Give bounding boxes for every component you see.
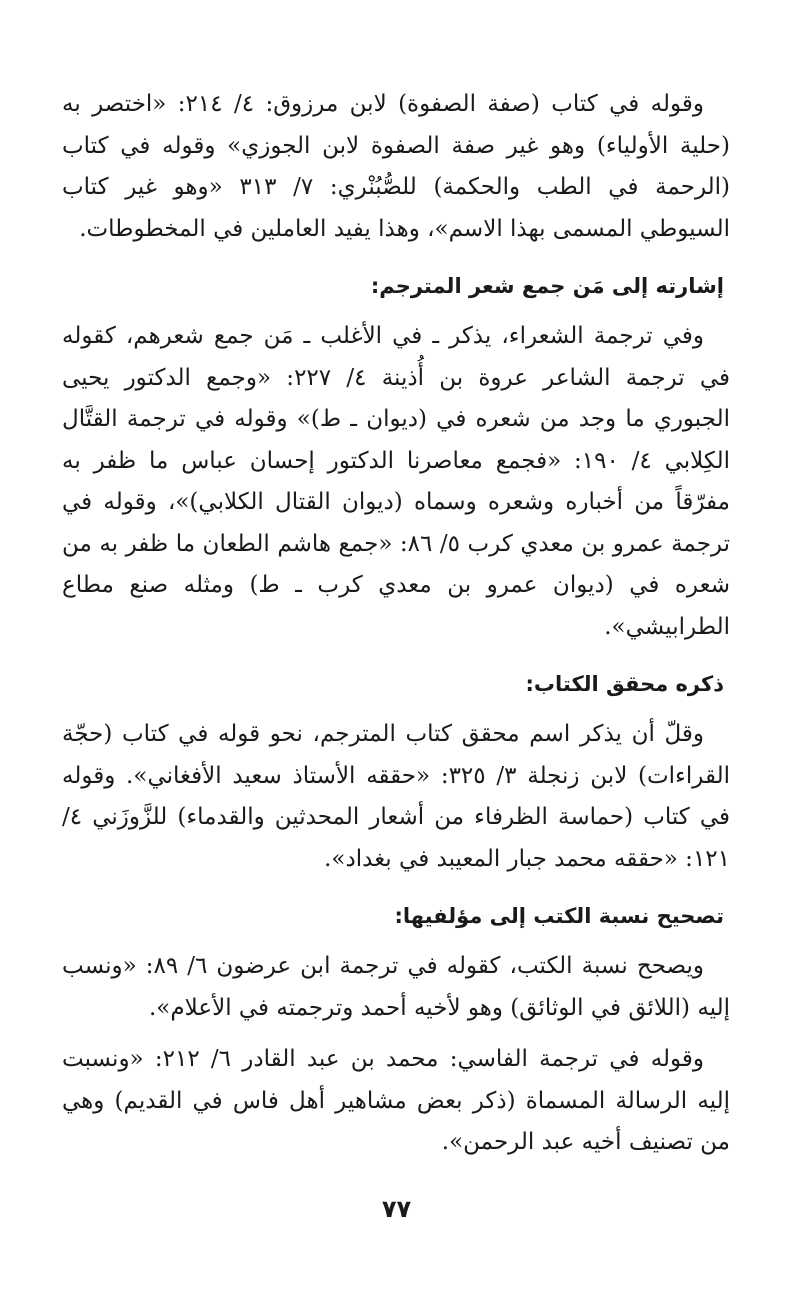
- heading-book-editor: ذكره محقق الكتاب:: [525, 672, 724, 696]
- paragraph-attribution-correction-2: وقوله في ترجمة الفاسي: محمد بن عبد القادر ٦/ ٢١٢: «ونسبت إليه الرسالة المسماة (ذكر بعض مشاهير أهل فاس في القديم) وهي من تصنيف أخيه عبد الرحمن».: [62, 1046, 730, 1155]
- page-number: ٧٧: [381, 1195, 412, 1223]
- heading-attribution-correction: تصحيح نسبة الكتب إلى مؤلفيها:: [394, 904, 724, 928]
- paragraph-intro: وقوله في كتاب (صفة الصفوة) لابن مرزوق: ٤/ ٢١٤: «اختصر به (حلية الأولياء) وهو غير صفة الصفوة لابن الجوزي» وقوله في كتاب (الرحمة في الطب والحكمة) للصُّبُنْري: ٧/ ٣١٣ «وهو غير كتاب السيوطي المسمى بهذا الاسم»، وهذا يفيد العاملين في المخطوطات.: [62, 91, 731, 242]
- heading-poetry-collection: إشارته إلى مَن جمع شعر المترجم:: [370, 274, 724, 298]
- paragraph-book-editor: وقلّ أن يذكر اسم محقق كتاب المترجم، نحو قوله في كتاب (حجّة القراءات) لابن زنجلة ٣/ ٣٢٥: «حققه الأستاذ سعيد الأفغاني». وقوله في كتاب (حماسة الظرفاء من أشعار المحدثين والقدماء) للزَّوزَني ٤/ ١٢١: «حققه محمد جبار المعيبد في بغداد».: [62, 721, 730, 872]
- paragraph-attribution-correction-1: ويصحح نسبة الكتب، كقوله في ترجمة ابن عرضون ٦/ ٨٩: «ونسب إليه (اللائق في الوثائق) وهو لأخيه أحمد وترجمته في الأعلام».: [62, 953, 730, 1021]
- page-body: [62, 84, 730, 1164]
- paragraph-poetry-collection: وفي ترجمة الشعراء، يذكر ـ في الأغلب ـ مَن جمع شعرهم، كقوله في ترجمة الشاعر عروة بن أُذينة ٤/ ٢٢٧: «وجمع الدكتور يحيى الجبوري ما وجد من شعره في (ديوان ـ ط)» وقوله في ترجمة القتَّال الكِلابي ٤/ ١٩٠: «فجمع معاصرنا الدكتور إحسان عباس ما ظفر به مفرّقاً من أخباره وشعره وسماه (ديوان القتال الكلابي)»، وقوله في ترجمة عمرو بن معدي كرب ٥/ ٨٦: «جمع هاشم الطعان ما ظفر به من شعره في (ديوان عمرو بن معدي كرب ـ ط) ومثله صنع مطاع الطرابيشي».: [62, 323, 731, 640]
